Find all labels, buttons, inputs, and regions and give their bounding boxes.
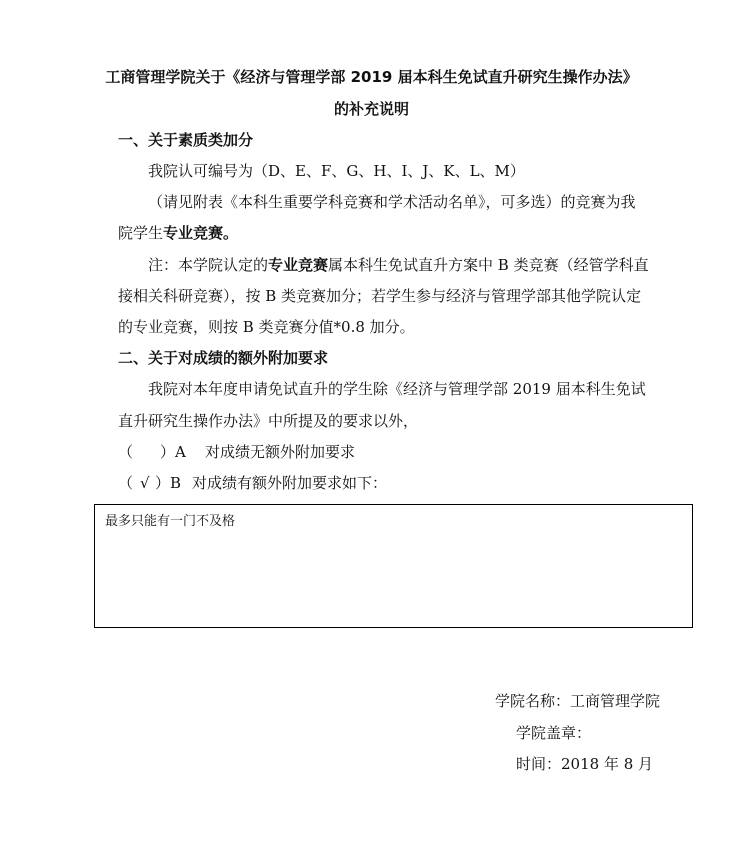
requirement-box (94, 504, 693, 628)
section-1-paragraph-1: 我院认可编号为（D、E、F、G、H、I、J、K、L、M） (148, 162, 525, 180)
text-run: 院学生 (118, 224, 164, 242)
signature-college-seal: 学院盖章： (516, 724, 592, 742)
option-a-open-paren: （ (118, 443, 134, 461)
option-b-open-paren: （ (118, 474, 134, 492)
requirement-text: 最多只能有一门不及格 (105, 514, 236, 529)
option-b-close-paren: ）B (155, 474, 182, 492)
signature-date: 时间：2018 年 8 月 (516, 755, 654, 773)
section-2-paragraph-line-2: 直升研究生操作办法》中所提及的要求以外， (118, 412, 419, 430)
signature-college-name: 学院名称：工商管理学院 (495, 692, 661, 710)
option-a-close-paren: ）A (160, 443, 186, 461)
option-a-label: 对成绩无额外附加要求 (205, 443, 356, 461)
note-line-1 (148, 256, 649, 274)
section-1-heading: 一、关于素质类加分 (118, 131, 254, 149)
note-line-3: 的专业竞赛，则按 B 类竞赛分值*0.8 加分。 (118, 318, 415, 336)
text-run: 属本科生免试直升方案中 B 类竞赛（经管学科直 (328, 256, 649, 274)
note-line-2: 接相关科研竞赛），按 B 类竞赛加分；若学生参与经济与管理学部其他学院认定 (118, 287, 642, 305)
text-run: 注：本学院认定的 (148, 256, 269, 274)
option-b-label: 对成绩有额外附加要求如下： (192, 474, 388, 492)
text-run: 。 (223, 224, 239, 242)
section-2-heading: 二、关于对成绩的额外附加要求 (118, 349, 329, 367)
document-title-line-2: 的补充说明 (333, 100, 409, 118)
section-1-paragraph-2-line-2 (118, 224, 238, 242)
option-b-checkmark: √ (140, 474, 150, 492)
bold-term-professional-competition: 专业竞赛 (268, 256, 329, 274)
document-title-line-1: 工商管理学院关于《经济与管理学部 2019 届本科生免试直升研究生操作办法》 (105, 68, 638, 86)
section-1-paragraph-2-line-1: （请见附表《本科生重要学科竞赛和学术活动名单》，可多选）的竞赛为我 (148, 193, 636, 211)
section-2-paragraph-line-1: 我院对本年度申请免试直升的学生除《经济与管理学部 2019 届本科生免试 (148, 380, 646, 398)
bold-term-professional-competition: 专业竞赛 (163, 224, 224, 242)
